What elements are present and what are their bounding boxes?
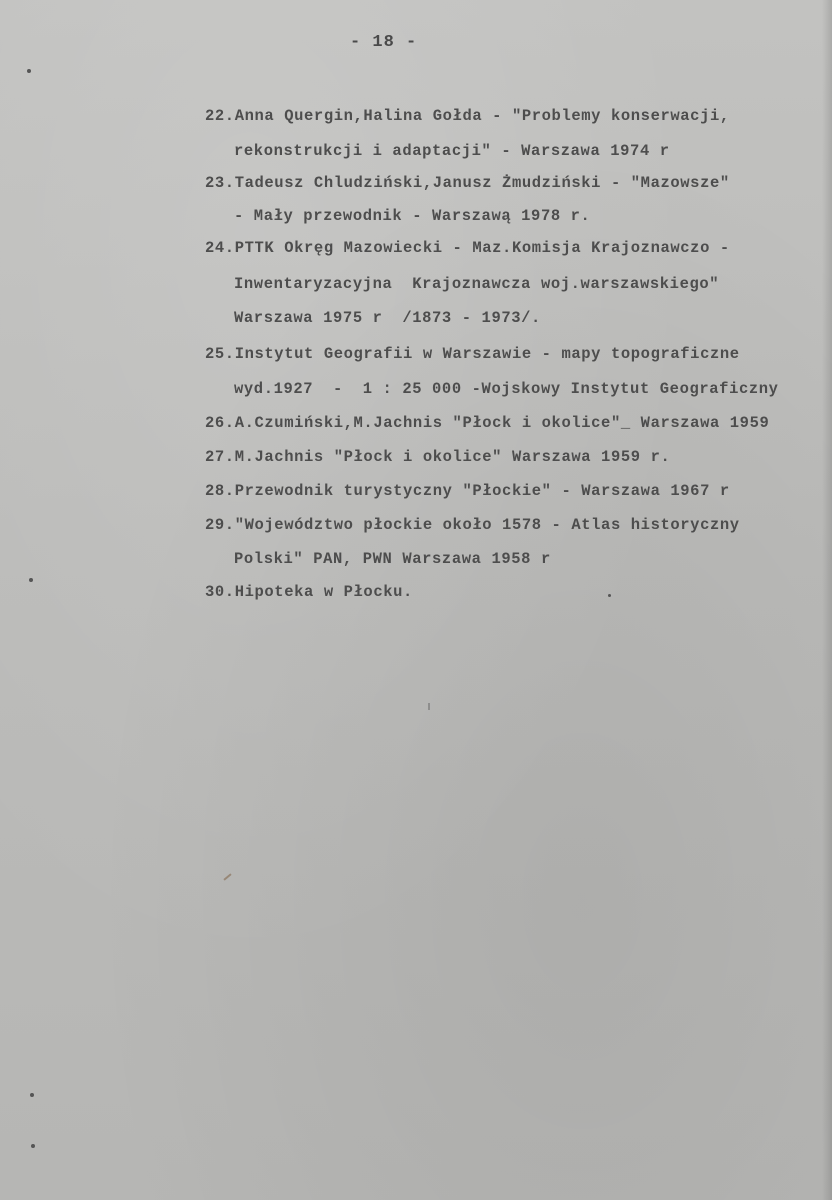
bibliography-entry-29-line-2: Polski" PAN, PWN Warszawa 1958 r [234, 550, 551, 568]
bibliography-entry-30: 30.Hipoteka w Płocku. [205, 583, 413, 601]
page-number: - 18 - [350, 33, 418, 52]
binder-mark [29, 578, 33, 582]
binder-mark [30, 1093, 34, 1097]
bibliography-entry-22-line-2: rekonstrukcji i adaptacji" - Warszawa 1974 r [234, 142, 670, 160]
bibliography-entry-25-line-1: 25.Instytut Geografii w Warszawie - mapy topograficzne [205, 345, 740, 363]
bibliography-entry-24-line-3: Warszawa 1975 r /1873 - 1973/. [234, 309, 541, 327]
bibliography-entry-28: 28.Przewodnik turystyczny "Płockie" - Warszawa 1967 r [205, 482, 730, 500]
bibliography-entry-26: 26.A.Czumiński,M.Jachnis "Płock i okolice"_ Warszawa 1959 [205, 414, 770, 432]
bibliography-entry-25-line-2: wyd.1927 - 1 : 25 000 -Wojskowy Instytut Geograficzny [234, 380, 779, 398]
ink-dot [608, 594, 611, 597]
paper-speck [428, 703, 430, 710]
binder-mark [31, 1144, 35, 1148]
binder-mark [27, 69, 31, 73]
paper-speck [223, 873, 231, 880]
bibliography-entry-27: 27.M.Jachnis "Płock i okolice" Warszawa 1959 r. [205, 448, 671, 466]
bibliography-entry-29-line-1: 29."Województwo płockie około 1578 - Atlas historyczny [205, 516, 740, 534]
bibliography-entry-24-line-2: Inwentaryzacyjna Krajoznawcza woj.warszawskiego" [234, 275, 720, 293]
bibliography-entry-23-line-1: 23.Tadeusz Chludziński,Janusz Żmudziński - "Mazowsze" [205, 174, 730, 192]
bibliography-entry-23-line-2: - Mały przewodnik - Warszawą 1978 r. [234, 207, 591, 225]
page-edge-shadow [822, 0, 832, 1200]
bibliography-entry-22-line-1: 22.Anna Quergin,Halina Gołda - "Problemy konserwacji, [205, 107, 730, 125]
bibliography-entry-24-line-1: 24.PTTK Okręg Mazowiecki - Maz.Komisja Krajoznawczo - [205, 239, 730, 257]
